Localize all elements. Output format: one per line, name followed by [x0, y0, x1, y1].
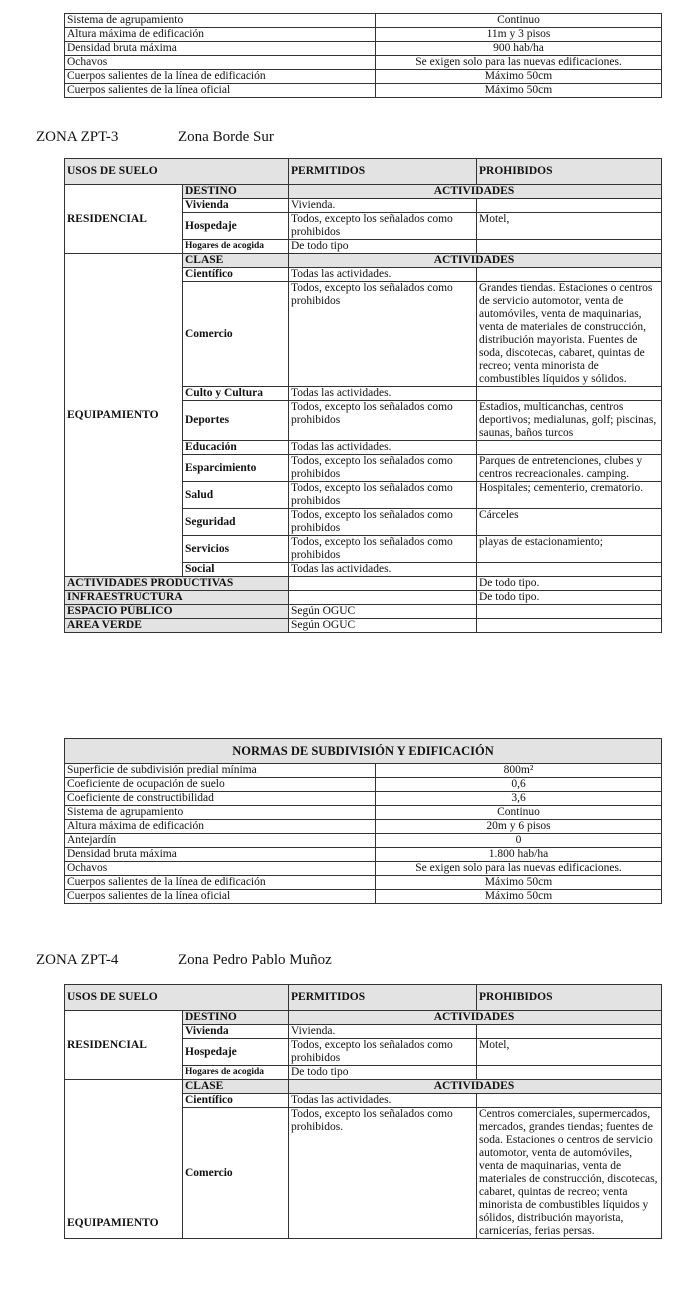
header-prohibidos: PROHIBIDOS — [477, 985, 662, 1011]
permitidos-cell: Todos, excepto los señalados como prohibidos — [289, 1039, 477, 1066]
norm-label: Cuerpos salientes de la línea oficial — [65, 84, 376, 98]
permitidos-cell: Todos, excepto los señalados como prohibidos — [289, 482, 477, 509]
destino-label: DESTINO — [183, 1011, 289, 1025]
zone-code: ZONA ZPT-4 — [36, 952, 119, 968]
permitidos-cell: Todas las actividades. — [289, 268, 477, 282]
norm-value: 11m y 3 pisos — [376, 28, 662, 42]
norm-value: 0,6 — [376, 778, 662, 792]
use-row — [65, 619, 662, 633]
header-permitidos: PERMITIDOS — [289, 159, 477, 185]
zone-heading-zpt3 — [36, 129, 274, 146]
norm-row — [65, 806, 662, 820]
norms-table-zpt2 — [64, 13, 662, 98]
use-category: AREA VERDE — [65, 619, 289, 633]
zone-name: Zona Pedro Pablo Muñoz — [178, 952, 332, 968]
norm-row — [65, 792, 662, 806]
use-category: ACTIVIDADES PRODUCTIVAS — [65, 577, 289, 591]
norm-value: 900 hab/ha — [376, 42, 662, 56]
prohibidos-cell: Centros comerciales, supermercados, mercados, grandes tiendas; fuentes de soda. Estaciones o centros de servicio automotor, venta de automóviles, venta de maquinarias, venta de materiales de construcción, discotecas, cabaret, quintas de recreo; venta minorista de combustibles líquidos y sólidos, distribución mayorista, carnicerías, ferias persas. — [477, 1108, 662, 1239]
destino-name: Vivienda — [183, 1025, 289, 1039]
clase-name: Deportes — [183, 401, 289, 441]
norm-row — [65, 14, 662, 28]
norm-label: Superficie de subdivisión predial mínima — [65, 764, 376, 778]
prohibidos-cell — [477, 619, 662, 633]
land-use-table-zpt4 — [64, 984, 662, 1239]
norm-value: 800m² — [376, 764, 662, 778]
norm-row — [65, 778, 662, 792]
norm-row — [65, 764, 662, 778]
permitidos-cell: Vivienda. — [289, 199, 477, 213]
norm-label: Antejardín — [65, 834, 376, 848]
prohibidos-cell — [477, 1094, 662, 1108]
prohibidos-cell: Hospitales; cementerio, crematorio. — [477, 482, 662, 509]
permitidos-cell: Según OGUC — [289, 619, 477, 633]
norm-row — [65, 876, 662, 890]
prohibidos-cell: Motel, — [477, 213, 662, 240]
permitidos-cell: Todos, excepto los señalados como prohibidos — [289, 455, 477, 482]
norm-label: Cuerpos salientes de la línea de edificación — [65, 876, 376, 890]
permitidos-cell: Todos, excepto los señalados como prohibidos — [289, 213, 477, 240]
norm-label: Sistema de agrupamiento — [65, 14, 376, 28]
norm-value: Continuo — [376, 14, 662, 28]
norm-label: Ochavos — [65, 56, 376, 70]
permitidos-cell: Todos, excepto los señalados como prohibidos — [289, 509, 477, 536]
norm-row — [65, 28, 662, 42]
prohibidos-cell: Parques de entretenciones, clubes y centros recreacionales. camping. — [477, 455, 662, 482]
permitidos-cell: Todas las actividades. — [289, 563, 477, 577]
destino-name: Hospedaje — [183, 1039, 289, 1066]
clase-name: Salud — [183, 482, 289, 509]
permitidos-cell: Según OGUC — [289, 605, 477, 619]
norm-label: Altura máxima de edificación — [65, 820, 376, 834]
norm-label: Cuerpos salientes de la línea de edificación — [65, 70, 376, 84]
prohibidos-cell — [477, 240, 662, 254]
destino-name: Hospedaje — [183, 213, 289, 240]
prohibidos-cell: Estadios, multicanchas, centros deportivos; medialunas, golf; piscinas, saunas, baños turcos — [477, 401, 662, 441]
header-usos: USOS DE SUELO — [65, 985, 289, 1011]
destino-label: DESTINO — [183, 185, 289, 199]
use-category: INFRAESTRUCTURA — [65, 591, 289, 605]
destino-name: Vivienda — [183, 199, 289, 213]
norm-label: Densidad bruta máxima — [65, 42, 376, 56]
norm-value: 1.800 hab/ha — [376, 848, 662, 862]
norm-label: Altura máxima de edificación — [65, 28, 376, 42]
land-use-table-zpt3 — [64, 158, 662, 633]
permitidos-cell: Vivienda. — [289, 1025, 477, 1039]
group-residencial: RESIDENCIAL — [65, 1011, 183, 1080]
norm-value: Máximo 50cm — [376, 70, 662, 84]
norm-value: 3,6 — [376, 792, 662, 806]
permitidos-cell: De todo tipo — [289, 1066, 477, 1080]
prohibidos-cell — [477, 1025, 662, 1039]
permitidos-cell: Todas las actividades. — [289, 1094, 477, 1108]
norm-row — [65, 84, 662, 98]
norm-row — [65, 820, 662, 834]
use-category: ESPACIO PÚBLICO — [65, 605, 289, 619]
prohibidos-cell — [477, 605, 662, 619]
destino-name: Hogares de acogida — [183, 1066, 289, 1080]
prohibidos-cell: Cárceles — [477, 509, 662, 536]
group-equipamiento: EQUIPAMIENTO — [65, 254, 183, 577]
use-row — [65, 591, 662, 605]
use-row — [65, 605, 662, 619]
prohibidos-cell: playas de estacionamiento; — [477, 536, 662, 563]
clase-name: Seguridad — [183, 509, 289, 536]
use-row — [65, 577, 662, 591]
header-prohibidos: PROHIBIDOS — [477, 159, 662, 185]
zone-code: ZONA ZPT-3 — [36, 129, 119, 145]
prohibidos-cell — [477, 199, 662, 213]
norms-table-zpt3 — [64, 738, 662, 904]
clase-name: Científico — [183, 1094, 289, 1108]
norm-row — [65, 862, 662, 876]
actividades-label: ACTIVIDADES — [289, 1080, 662, 1094]
group-equipamiento: EQUIPAMIENTO — [65, 1080, 183, 1239]
norm-value: Máximo 50cm — [376, 890, 662, 904]
norm-value: Máximo 50cm — [376, 84, 662, 98]
clase-row — [65, 254, 662, 268]
permitidos-cell: Todos, excepto los señalados como prohibidos — [289, 536, 477, 563]
norm-value: 20m y 6 pisos — [376, 820, 662, 834]
prohibidos-cell — [477, 1066, 662, 1080]
permitidos-cell: Todas las actividades. — [289, 387, 477, 401]
norm-row — [65, 42, 662, 56]
prohibidos-cell — [477, 563, 662, 577]
permitidos-cell: De todo tipo — [289, 240, 477, 254]
norm-value: Se exigen solo para las nuevas edificaciones. — [376, 56, 662, 70]
zone-name: Zona Borde Sur — [178, 129, 274, 145]
clase-name: Comercio — [183, 1108, 289, 1239]
prohibidos-cell: De todo tipo. — [477, 577, 662, 591]
norms-title: NORMAS DE SUBDIVISIÓN Y EDIFICACIÓN — [65, 739, 662, 764]
permitidos-cell — [289, 591, 477, 605]
actividades-label: ACTIVIDADES — [289, 254, 662, 268]
norm-value: Máximo 50cm — [376, 876, 662, 890]
actividades-label: ACTIVIDADES — [289, 185, 662, 199]
clase-name: Servicios — [183, 536, 289, 563]
norm-label: Cuerpos salientes de la línea oficial — [65, 890, 376, 904]
norm-row — [65, 848, 662, 862]
permitidos-cell — [289, 577, 477, 591]
prohibidos-cell — [477, 387, 662, 401]
clase-name: Esparcimiento — [183, 455, 289, 482]
norm-label: Densidad bruta máxima — [65, 848, 376, 862]
prohibidos-cell: De todo tipo. — [477, 591, 662, 605]
permitidos-cell: Todos, excepto los señalados como prohibidos — [289, 282, 477, 387]
prohibidos-cell — [477, 441, 662, 455]
clase-name: Culto y Cultura — [183, 387, 289, 401]
norm-row — [65, 70, 662, 84]
norm-label: Coeficiente de ocupación de suelo — [65, 778, 376, 792]
permitidos-cell: Todos, excepto los señalados como prohibidos. — [289, 1108, 477, 1239]
group-residencial: RESIDENCIAL — [65, 185, 183, 254]
clase-label: CLASE — [183, 254, 289, 268]
destino-name: Hogares de acogida — [183, 240, 289, 254]
destino-row — [65, 1011, 662, 1025]
prohibidos-cell: Motel, — [477, 1039, 662, 1066]
clase-name: Científico — [183, 268, 289, 282]
actividades-label: ACTIVIDADES — [289, 1011, 662, 1025]
permitidos-cell: Todos, excepto los señalados como prohibidos — [289, 401, 477, 441]
norm-row — [65, 56, 662, 70]
norm-value: Continuo — [376, 806, 662, 820]
clase-name: Social — [183, 563, 289, 577]
clase-name: Comercio — [183, 282, 289, 387]
zone-heading-zpt4 — [36, 952, 332, 969]
prohibidos-cell: Grandes tiendas. Estaciones o centros de servicio automotor, venta de automóviles, venta de maquinarias, venta de materiales de construcción, distribución mayorista. Fuentes de soda, discotecas, cabaret, quintas de recreo; venta minorista de combustibles líquidos y sólidos. — [477, 282, 662, 387]
norm-value: Se exigen solo para las nuevas edificaciones. — [376, 862, 662, 876]
norm-value: 0 — [376, 834, 662, 848]
clase-label: CLASE — [183, 1080, 289, 1094]
destino-row — [65, 185, 662, 199]
norm-row — [65, 890, 662, 904]
norm-label: Sistema de agrupamiento — [65, 806, 376, 820]
prohibidos-cell — [477, 268, 662, 282]
norm-label: Coeficiente de constructibilidad — [65, 792, 376, 806]
header-row — [65, 159, 662, 185]
norm-row — [65, 834, 662, 848]
norm-label: Ochavos — [65, 862, 376, 876]
header-row — [65, 985, 662, 1011]
permitidos-cell: Todas las actividades. — [289, 441, 477, 455]
clase-row — [65, 1080, 662, 1094]
header-usos: USOS DE SUELO — [65, 159, 289, 185]
header-permitidos: PERMITIDOS — [289, 985, 477, 1011]
clase-name: Educación — [183, 441, 289, 455]
